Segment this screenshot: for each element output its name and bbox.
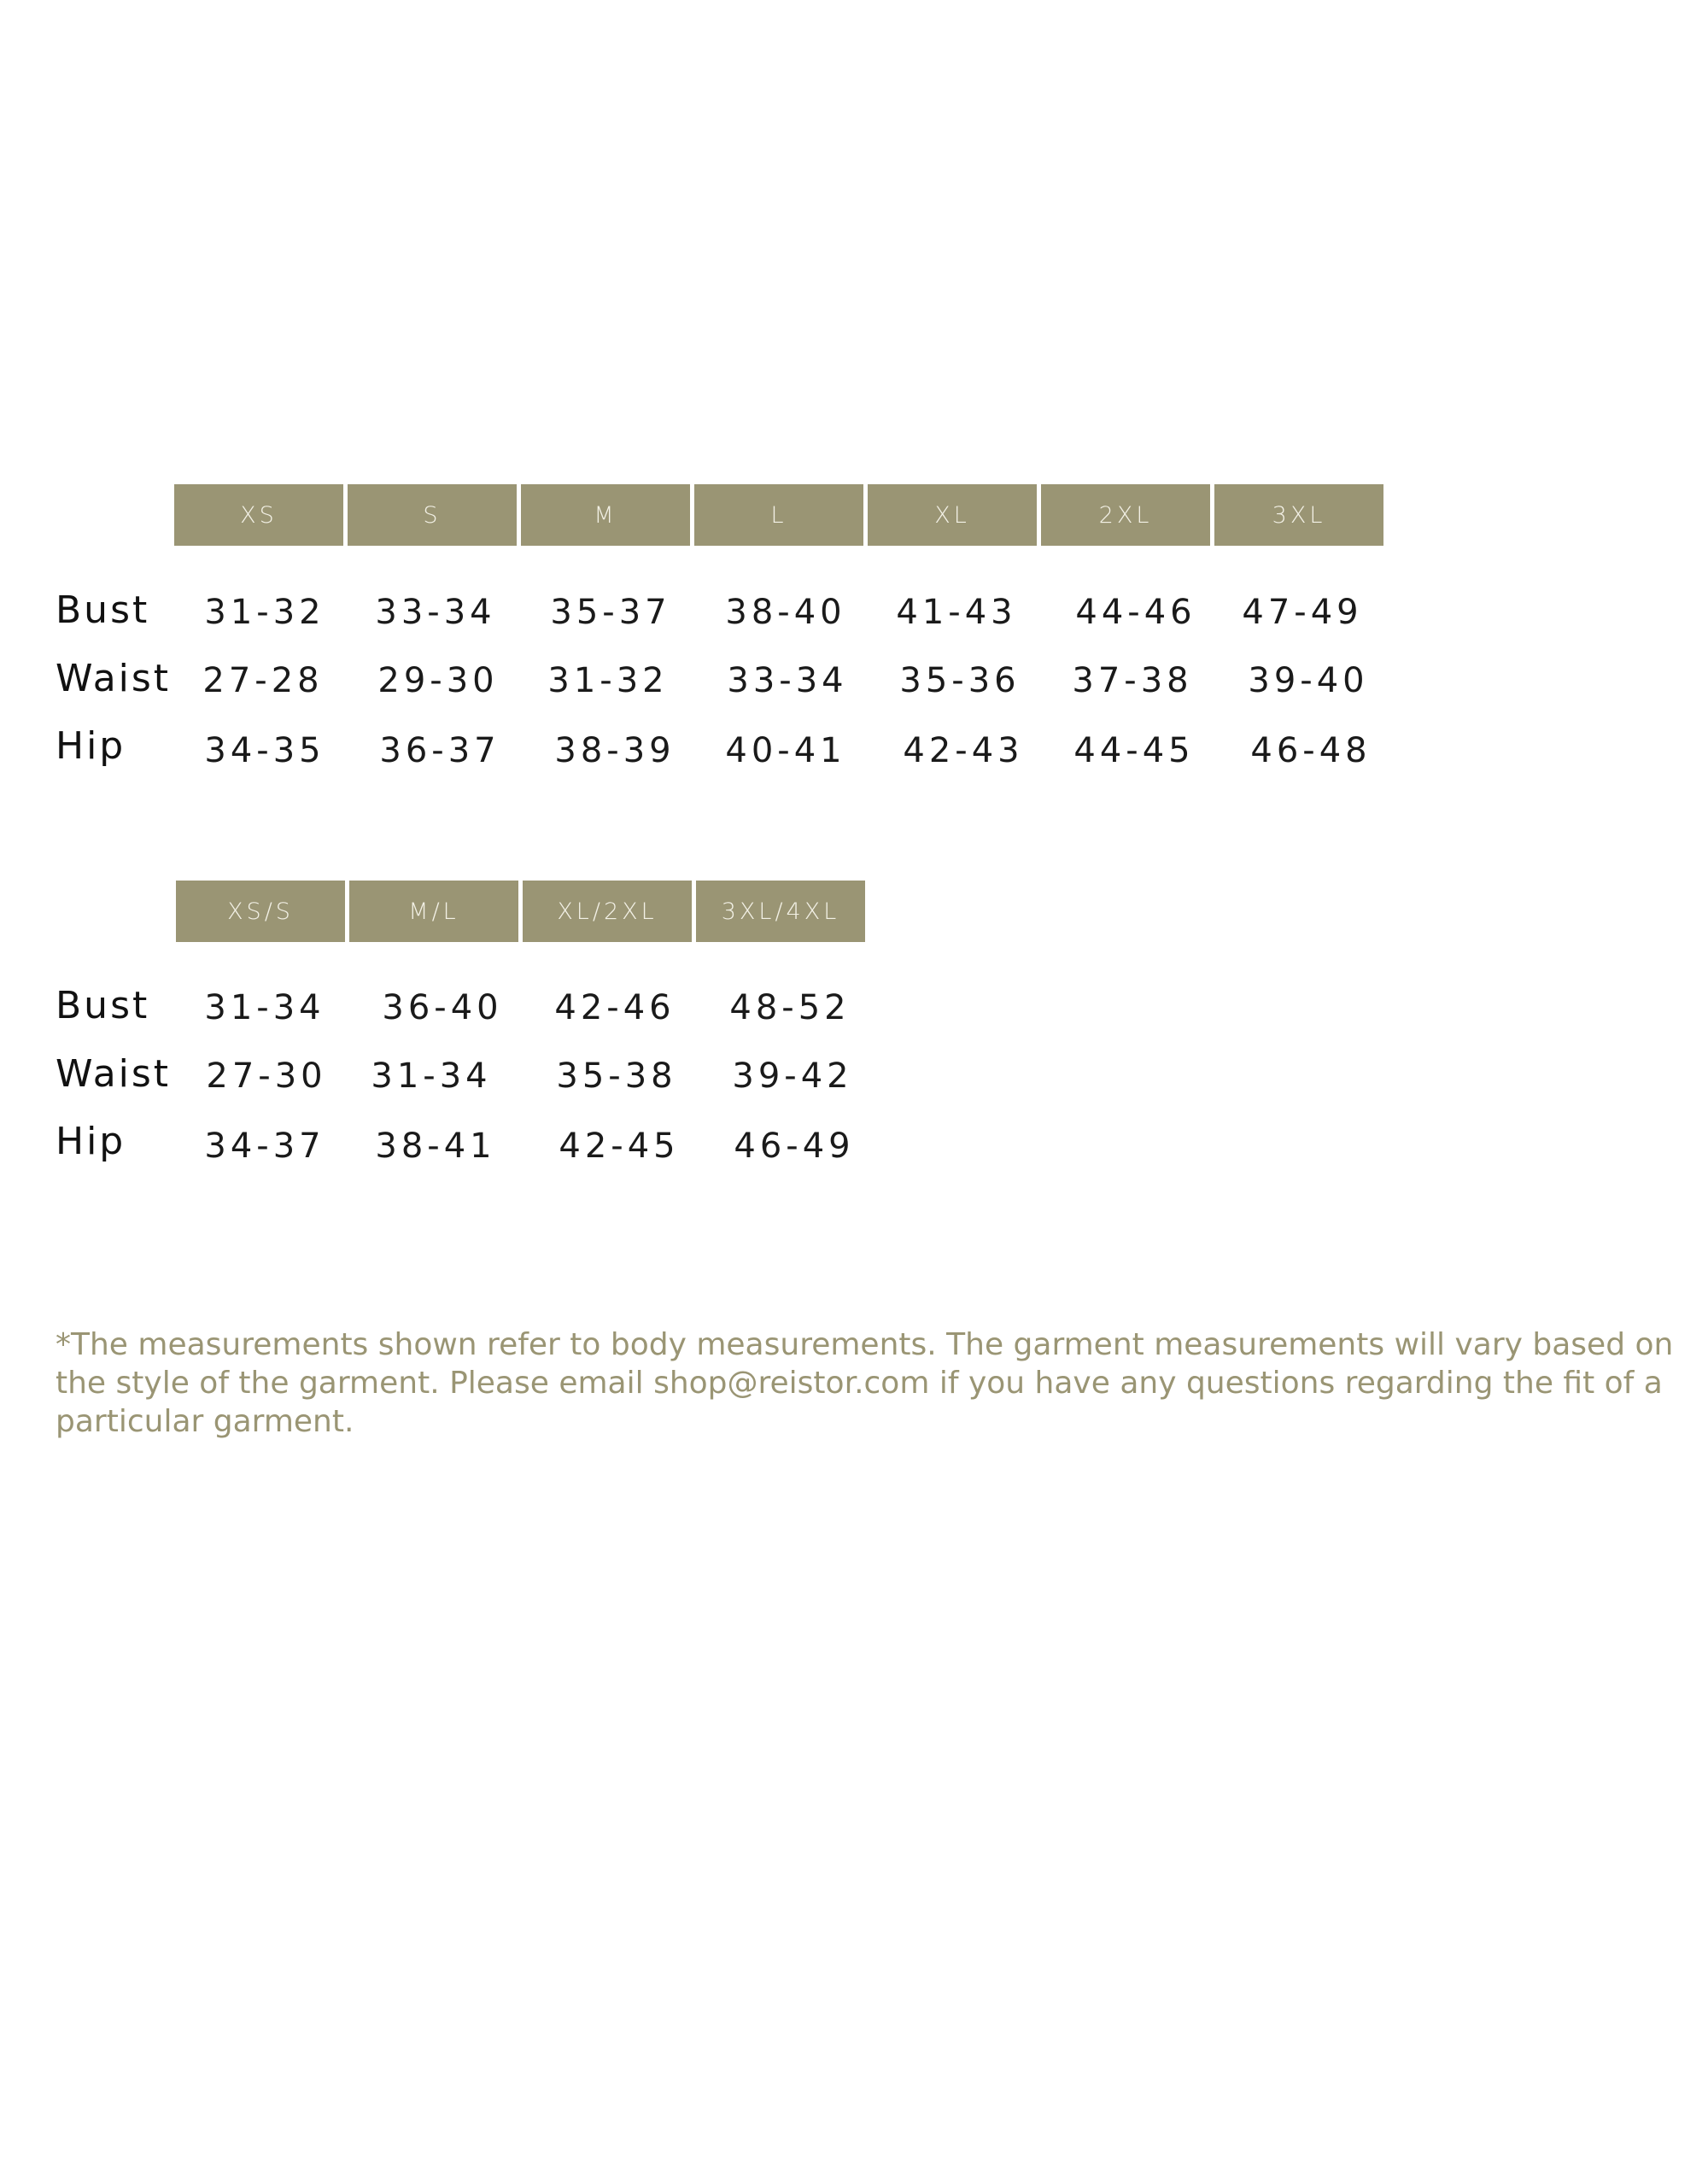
row-label-waist: Waist [56, 657, 172, 700]
table-cell: 40-41 [725, 731, 846, 770]
size-header-xl-2xl: XL/2XL [523, 881, 692, 942]
table-cell: 38-39 [554, 731, 676, 770]
size-header-xs-s: XS/S [176, 881, 345, 942]
table-cell: 48-52 [729, 988, 851, 1027]
row-label-hip: Hip [56, 724, 126, 768]
size-header-l: L [694, 484, 863, 546]
table-cell: 39-40 [1248, 661, 1369, 700]
table-cell: 47-49 [1242, 593, 1363, 632]
table-cell: 42-46 [554, 988, 676, 1027]
table-cell: 38-41 [375, 1126, 496, 1166]
table-cell: 27-30 [206, 1056, 327, 1096]
size-header-xl: XL [868, 484, 1037, 546]
table-cell: 42-45 [559, 1126, 680, 1166]
table-cell: 35-37 [550, 593, 671, 632]
measurement-footnote: *The measurements shown refer to body measurements. The garment measurements will vary based on the style of the garment. Please email shop@reistor.com if you have any questions regarding the fit of a particular garment. [56, 1327, 1674, 1439]
size-header-m-l: M/L [349, 881, 518, 942]
table-cell: 37-38 [1072, 661, 1193, 700]
row-label-bust: Bust [56, 984, 150, 1027]
table-cell: 27-28 [202, 661, 324, 700]
size-header-xs: XS [174, 484, 343, 546]
size-header-2xl: 2XL [1041, 484, 1210, 546]
size-header-3xl-4xl: 3XL/4XL [696, 881, 865, 942]
table-cell: 38-40 [725, 593, 846, 632]
table-cell: 36-40 [382, 988, 503, 1027]
table-cell: 36-37 [379, 731, 500, 770]
table-cell: 29-30 [377, 661, 499, 700]
table-cell: 44-45 [1073, 731, 1195, 770]
table-cell: 34-37 [204, 1126, 325, 1166]
table-cell: 39-42 [732, 1056, 853, 1096]
table-cell: 41-43 [896, 593, 1017, 632]
row-label-waist: Waist [56, 1052, 172, 1096]
table-cell: 44-46 [1075, 593, 1196, 632]
table-cell: 33-34 [727, 661, 848, 700]
table-cell: 31-34 [371, 1056, 492, 1096]
table-cell: 31-32 [547, 661, 669, 700]
table-cell: 31-34 [204, 988, 325, 1027]
row-label-bust: Bust [56, 588, 150, 632]
table-cell: 46-48 [1250, 731, 1372, 770]
table-cell: 33-34 [375, 593, 496, 632]
row-label-hip: Hip [56, 1120, 126, 1163]
table-cell: 31-32 [204, 593, 325, 632]
table-cell: 42-43 [903, 731, 1024, 770]
table-cell: 34-35 [204, 731, 325, 770]
size-header-3xl: 3XL [1214, 484, 1383, 546]
size-header-m: M [521, 484, 690, 546]
table-cell: 46-49 [734, 1126, 855, 1166]
size-header-s: S [348, 484, 517, 546]
table-cell: 35-36 [899, 661, 1021, 700]
table-cell: 35-38 [556, 1056, 677, 1096]
